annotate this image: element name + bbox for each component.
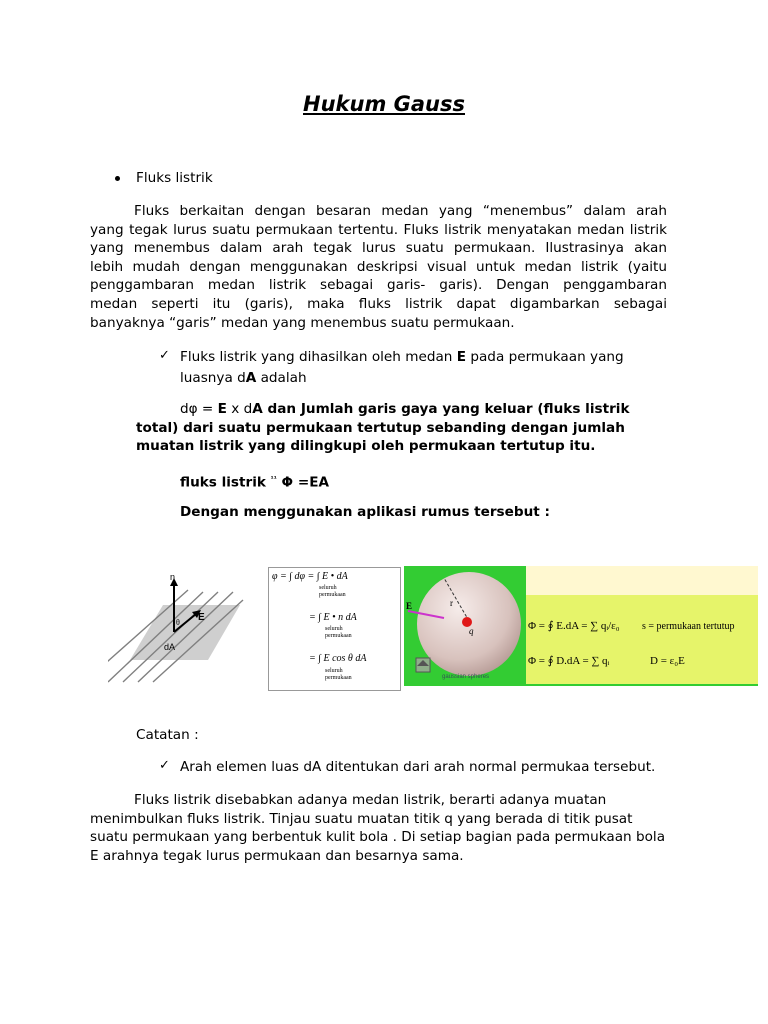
sphere-caption: gaussian spheres [442,674,490,680]
aplikasi-heading: Dengan menggunakan aplikasi rumus tersebut : [180,504,550,520]
integral-sub-2: seluruh permukaan [325,626,352,639]
gauss-equation-2: Φ = ∮ D.dA = ∑ qᵢ [528,655,610,667]
theta-label: θ [176,618,180,627]
gauss-equation-1: Φ = ∮ E.dA = ∑ qᵢ/ε₀ [528,620,620,632]
closed-surface-note: s = permukaan tertutup [642,621,735,632]
gauss-law-equations-figure [526,566,758,686]
para1-line: yang menembus dalam arah tegak lurus suatu permukaan. Ilustrasinya akan [90,240,667,257]
bullet-dot [115,176,120,181]
formula-block: dφ = E x dA dan Jumlah garis gaya yang keluar (fluks listrik total) dari suatu permukaan tertutup sebanding dengan jumlah muatan listrik yang dilingkupi oleh permukaan tertutup itu. [136,401,630,455]
da-label: dA [164,642,176,652]
checkmark-icon: ✓ [159,758,170,773]
checkmark-icon: ✓ [159,348,170,363]
sphere-r-label: r [450,598,453,608]
para1-line: lebih mudah dengan menggunakan deskripsi visual untuk medan listrik (yaitu [90,258,667,275]
catatan-label: Catatan : [136,727,199,743]
displacement-note: D = ε₀E [650,655,685,667]
page-title: Hukum Gauss [303,92,465,116]
para2-line: menimbulkan fluks listrik. Tinjau suatu muatan titik q yang berada di titik pusat [90,810,633,827]
para1-line: yang tegak lurus suatu permukaan tertentu. Fluks listrik menyatakan medan listrik [90,221,667,238]
check-item-area-direction: Arah elemen luas dA ditentukan dari arah normal permukaa tersebut. [180,759,656,775]
para1-line: Fluks berkaitan dengan besaran medan yang “menembus” dalam arah [134,203,667,219]
bullet-fluks-listrik: Fluks listrik [136,170,213,186]
integral-line-1: φ = ∫ dφ = ∫ E • dA [272,571,348,582]
integral-sub-1: seluruh permukaan [319,585,346,598]
flux-definition: fluks listrik $^{^{11}}$ Φ =EA [180,474,330,491]
sphere-e-label: E [406,601,413,611]
paragraph-flux-cause [90,791,680,865]
check-item-flux-def: Fluks listrik yang dihasilkan oleh medan E pada permukaan yang luasnya dA adalah [180,349,624,386]
para2-line: E arahnya tegak lurus permukaan dan besarnya sama. [90,847,464,864]
integral-line-2: = ∫ E • n dA [309,612,357,623]
para1-line: medan seperti itu (garis), maka fluks listrik dapat digambarkan sebagai [90,295,667,312]
n-label: n [170,572,176,582]
flux-integral-figure [268,567,401,691]
para1-line: penggambaran medan listrik sebagai garis- garis). Dengan penggambaran [90,277,667,294]
e-label: E [198,612,205,623]
para2-line: Fluks listrik disebabkan adanya medan listrik, berarti adanya muatan [134,792,607,808]
para2-line: suatu permukaan yang berbentuk kulit bola . Di setiap bagian pada permukaan bola [90,829,666,846]
integral-sub-3: seluruh permukaan [325,668,352,681]
integral-line-3: = ∫ E cos θ dA [309,653,367,664]
sphere-q-label: q [469,626,474,636]
flux-surface-figure [108,570,248,688]
paragraph-flux-intro [90,202,667,332]
para1-line: banyaknya “garis” medan yang menembus suatu permukaan. [90,314,515,331]
gaussian-sphere-figure [404,566,526,686]
